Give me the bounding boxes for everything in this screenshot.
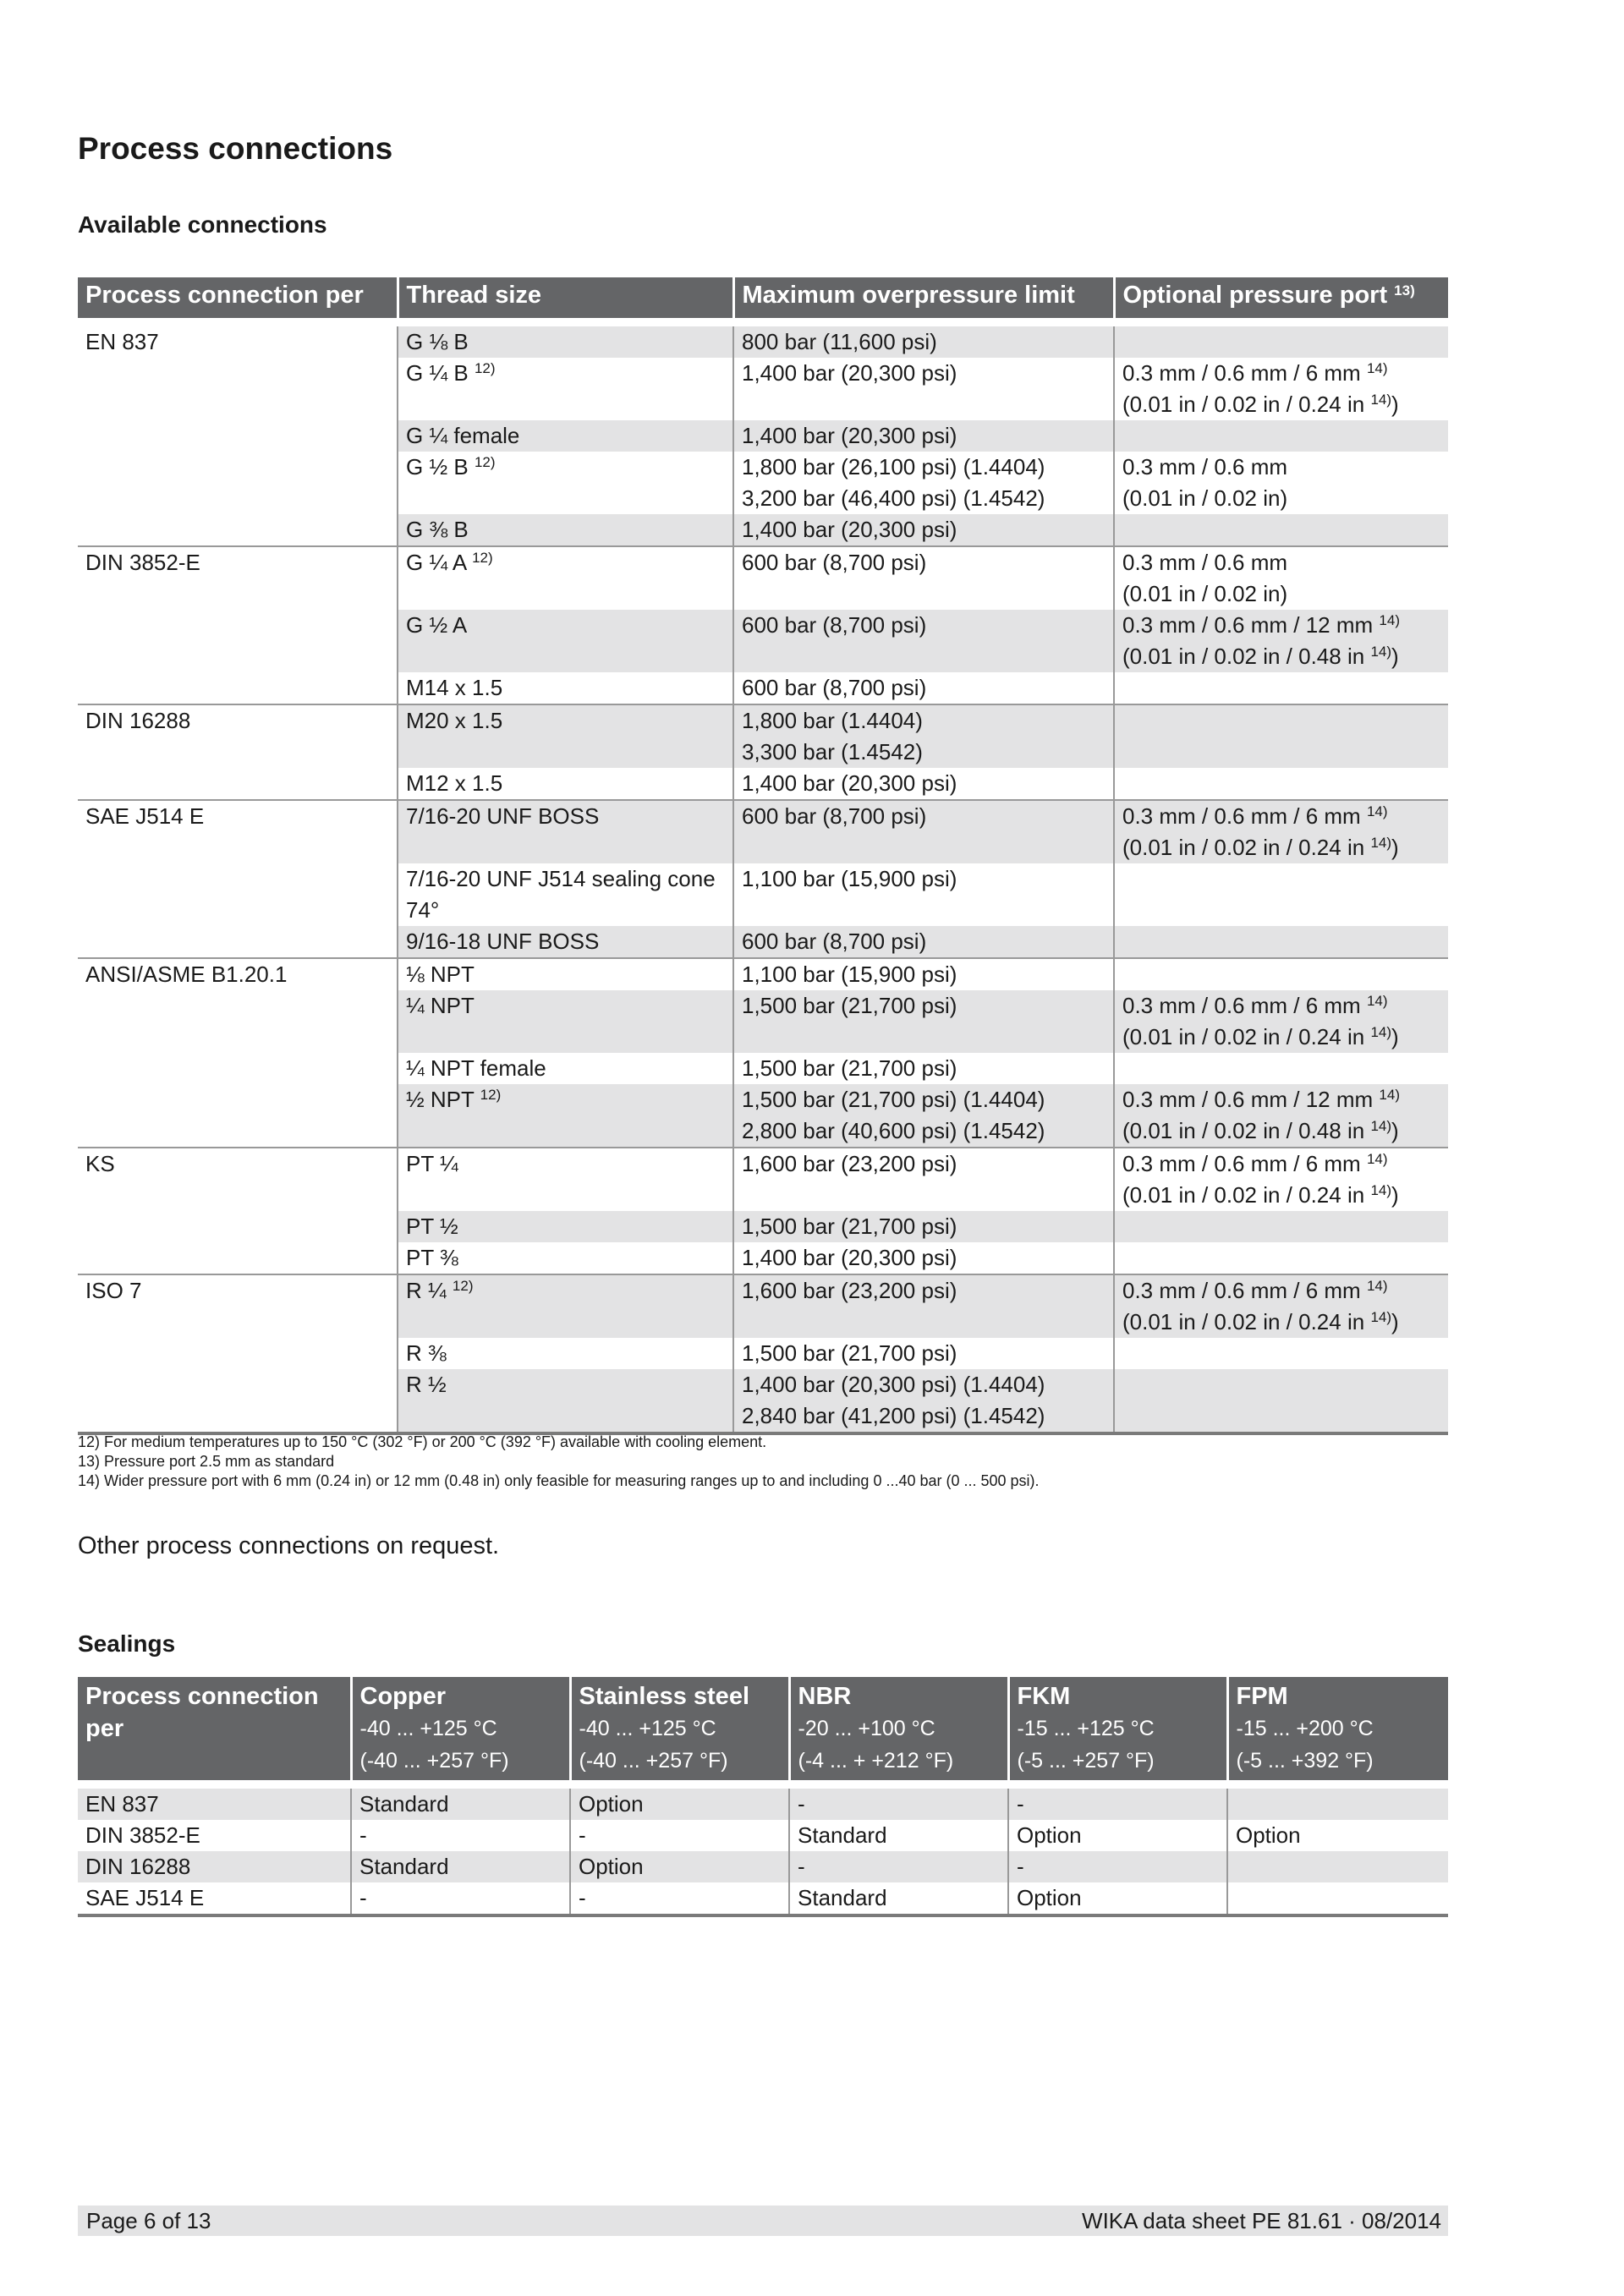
sealing-material-value: - <box>1008 1784 1227 1820</box>
pressure-port-imperial <box>1122 1180 1440 1211</box>
thread-size-cell <box>398 1053 733 1084</box>
pressure-port-metric <box>1122 547 1440 578</box>
thread-size-cell <box>398 926 733 958</box>
header-optional-port <box>1114 277 1448 322</box>
table-row <box>78 1274 1448 1338</box>
overpressure-value: 1,800 bar (1.4404) <box>742 708 923 733</box>
process-connection-cell: ANSI/ASME B1.20.1 <box>78 958 398 1148</box>
closing-paren: ) <box>1391 644 1399 669</box>
overpressure-cell <box>733 863 1114 926</box>
header-optional-port-footnote: 13) <box>1394 282 1415 299</box>
overpressure-cell <box>733 1148 1114 1211</box>
footnote-ref: 14) <box>1366 803 1388 819</box>
pressure-port-imperial-text: (0.01 in / 0.02 in / 0.24 in <box>1122 392 1365 417</box>
thread-size-text: G ¼ female <box>406 423 520 448</box>
overpressure-value: 600 bar (8,700 psi) <box>742 550 927 575</box>
overpressure-cell <box>733 1211 1114 1242</box>
sealing-process-connection: SAE J514 E <box>78 1882 351 1915</box>
sealing-temp-fahrenheit: (-5 ... +257 °F) <box>1017 1749 1155 1773</box>
header-process-connection: Process connection per <box>78 277 398 322</box>
thread-size-text: G ¼ A <box>406 550 466 575</box>
footnotes <box>78 1433 1040 1491</box>
thread-size-text: G ⅛ B <box>406 329 469 354</box>
footnote-ref: 14) <box>1370 1024 1392 1040</box>
process-connection-cell: DIN 16288 <box>78 704 398 800</box>
overpressure-value: 1,500 bar (21,700 psi) <box>742 1055 957 1081</box>
sealing-process-connection: DIN 3852-E <box>78 1820 351 1851</box>
sealing-material-value: Standard <box>351 1851 570 1882</box>
process-connection-cell: EN 837 <box>78 322 398 546</box>
overpressure-cell <box>733 1274 1114 1338</box>
pressure-port-metric-text: 0.3 mm / 0.6 mm / 6 mm <box>1122 1278 1361 1303</box>
sealing-material-value: Option <box>1008 1820 1227 1851</box>
footnote-ref: 14) <box>1370 392 1392 408</box>
page-number: Page 6 of 13 <box>86 2208 211 2233</box>
overpressure-cell <box>733 800 1114 863</box>
overpressure-cell <box>733 704 1114 768</box>
table-row <box>78 800 1448 863</box>
pressure-port-cell <box>1114 514 1448 546</box>
footnote-ref: 14) <box>1379 1087 1400 1103</box>
pressure-port-imperial <box>1122 1022 1440 1053</box>
sealings-header-row <box>78 1677 1448 1784</box>
pressure-port-cell <box>1114 1053 1448 1084</box>
pressure-port-cell <box>1114 322 1448 358</box>
sealings-heading: Sealings <box>78 1630 176 1657</box>
thread-size-cell <box>398 1084 733 1148</box>
overpressure-cell <box>733 546 1114 610</box>
pressure-port-imperial-text: (0.01 in / 0.02 in / 0.48 in <box>1122 644 1365 669</box>
process-connection-cell: ISO 7 <box>78 1274 398 1433</box>
pressure-port-metric-text: 0.3 mm / 0.6 mm <box>1122 550 1288 575</box>
pressure-port-cell <box>1114 704 1448 768</box>
pressure-port-imperial <box>1122 389 1440 420</box>
pressure-port-metric <box>1122 610 1440 641</box>
footnote-12: 12) For medium temperatures up to 150 °C (302 °F) or 200 °C (392 °F) available with cooling element. <box>78 1433 767 1450</box>
sealing-header-name: FPM <box>1236 1683 1288 1710</box>
thread-size-cell <box>398 768 733 800</box>
thread-size-cell <box>398 704 733 768</box>
pressure-port-imperial <box>1122 832 1440 863</box>
footnote-ref: 14) <box>1366 993 1388 1009</box>
pressure-port-cell <box>1114 1242 1448 1274</box>
thread-size-text: G ¼ B <box>406 360 469 386</box>
pressure-port-metric-text: 0.3 mm / 0.6 mm / 6 mm <box>1122 1151 1361 1176</box>
process-connection-cell: SAE J514 E <box>78 800 398 958</box>
header-max-overpressure: Maximum overpressure limit <box>733 277 1114 322</box>
pressure-port-cell <box>1114 1338 1448 1369</box>
pressure-port-imperial-text: (0.01 in / 0.02 in / 0.48 in <box>1122 1118 1365 1143</box>
thread-size-cell <box>398 1242 733 1274</box>
thread-size-text: G ½ B <box>406 454 469 479</box>
thread-size-text: ⅛ NPT <box>406 962 475 987</box>
footnote-ref: 12) <box>474 454 496 470</box>
sealing-temp-fahrenheit: (-40 ... +257 °F) <box>579 1749 728 1773</box>
overpressure-value: 1,500 bar (21,700 psi) (1.4404) <box>742 1087 1045 1112</box>
thread-size-text: PT ½ <box>406 1214 458 1239</box>
overpressure-value: 1,100 bar (15,900 psi) <box>742 962 957 987</box>
sealing-material-value: Option <box>570 1851 789 1882</box>
footnote-ref: 14) <box>1370 644 1392 660</box>
thread-size-cell <box>398 800 733 863</box>
pressure-port-imperial <box>1122 483 1440 514</box>
overpressure-value: 1,500 bar (21,700 psi) <box>742 1214 957 1239</box>
datasheet-id: WIKA data sheet PE 81.61 · 08/2014 <box>1082 2208 1441 2233</box>
pressure-port-cell <box>1114 672 1448 704</box>
sealing-header-fpm <box>1227 1677 1448 1784</box>
header-thread-size: Thread size <box>398 277 733 322</box>
sealing-row <box>78 1851 1448 1882</box>
sealing-temp-celsius: -40 ... +125 °C <box>359 1717 497 1740</box>
sealing-header-name: Stainless steel <box>579 1683 749 1710</box>
overpressure-value: 1,400 bar (20,300 psi) <box>742 517 957 542</box>
sealing-temp-fahrenheit: (-5 ... +392 °F) <box>1236 1749 1374 1773</box>
sealing-material-value: - <box>570 1820 789 1851</box>
pressure-port-metric <box>1122 1275 1440 1307</box>
thread-size-text: ¼ NPT <box>406 993 475 1018</box>
pressure-port-imperial-text: (0.01 in / 0.02 in / 0.24 in <box>1122 1309 1365 1334</box>
footnote-ref: 12) <box>480 1087 502 1103</box>
overpressure-value: 1,400 bar (20,300 psi) <box>742 360 957 386</box>
thread-size-text: 7/16-20 UNF BOSS <box>406 803 600 829</box>
pressure-port-cell <box>1114 863 1448 926</box>
thread-size-cell <box>398 1148 733 1211</box>
pressure-port-metric-text: 0.3 mm / 0.6 mm / 6 mm <box>1122 360 1361 386</box>
pressure-port-metric-text: 0.3 mm / 0.6 mm / 6 mm <box>1122 993 1361 1018</box>
sealing-row <box>78 1784 1448 1820</box>
overpressure-cell <box>733 1053 1114 1084</box>
closing-paren: ) <box>1391 392 1399 417</box>
overpressure-cell <box>733 322 1114 358</box>
thread-size-cell <box>398 546 733 610</box>
sealing-material-value: - <box>351 1820 570 1851</box>
overpressure-cell <box>733 420 1114 452</box>
overpressure-value: 1,500 bar (21,700 psi) <box>742 1340 957 1366</box>
overpressure-value: 600 bar (8,700 psi) <box>742 675 927 700</box>
overpressure-value: 1,600 bar (23,200 psi) <box>742 1278 957 1303</box>
overpressure-value: 1,400 bar (20,300 psi) (1.4404) <box>742 1372 1045 1397</box>
sealing-material-value: - <box>351 1882 570 1915</box>
footnote-ref: 14) <box>1366 1151 1388 1167</box>
thread-size-cell <box>398 672 733 704</box>
sealing-material-value <box>1227 1882 1448 1915</box>
overpressure-cell <box>733 452 1114 514</box>
overpressure-value-alt: 3,200 bar (46,400 psi) (1.4542) <box>742 485 1045 511</box>
thread-size-cell <box>398 610 733 672</box>
sealing-process-connection: EN 837 <box>78 1784 351 1820</box>
pressure-port-metric-text: 0.3 mm / 0.6 mm / 6 mm <box>1122 803 1361 829</box>
overpressure-value-alt: 2,840 bar (41,200 psi) (1.4542) <box>742 1403 1045 1428</box>
thread-size-text: M20 x 1.5 <box>406 708 503 733</box>
overpressure-cell <box>733 1242 1114 1274</box>
overpressure-value: 1,100 bar (15,900 psi) <box>742 866 957 891</box>
footnote-ref: 14) <box>1370 1118 1392 1134</box>
sealings-body <box>78 1784 1448 1915</box>
pressure-port-cell <box>1114 1211 1448 1242</box>
overpressure-cell <box>733 610 1114 672</box>
sealing-row <box>78 1882 1448 1915</box>
pressure-port-metric <box>1122 358 1440 389</box>
connections-body <box>78 322 1448 1433</box>
thread-size-cell <box>398 863 733 926</box>
pressure-port-metric-text: 0.3 mm / 0.6 mm / 12 mm <box>1122 612 1374 638</box>
overpressure-value-alt: 2,800 bar (40,600 psi) (1.4542) <box>742 1118 1045 1143</box>
connections-header-row <box>78 277 1448 322</box>
pressure-port-cell <box>1114 1274 1448 1338</box>
thread-size-cell <box>398 452 733 514</box>
footnote-ref: 14) <box>1370 835 1392 851</box>
thread-size-cell <box>398 958 733 990</box>
sealing-temp-fahrenheit: (-4 ... + +212 °F) <box>798 1749 954 1773</box>
overpressure-value: 1,400 bar (20,300 psi) <box>742 1245 957 1270</box>
table-row <box>78 546 1448 610</box>
sealing-material-value <box>1227 1851 1448 1882</box>
sealing-temp-fahrenheit: (-40 ... +257 °F) <box>359 1749 509 1773</box>
process-connection-cell: KS <box>78 1148 398 1274</box>
overpressure-cell <box>733 672 1114 704</box>
pressure-port-cell <box>1114 610 1448 672</box>
sealing-temp-celsius: -20 ... +100 °C <box>798 1717 935 1740</box>
pressure-port-cell <box>1114 452 1448 514</box>
pressure-port-cell <box>1114 768 1448 800</box>
sealing-header-process-connection <box>78 1677 351 1784</box>
pressure-port-imperial <box>1122 1307 1440 1338</box>
sealing-material-value: - <box>570 1882 789 1915</box>
page-footer <box>78 2206 1448 2236</box>
sealing-material-value: Standard <box>789 1882 1008 1915</box>
footnote-14: 14) Wider pressure port with 6 mm (0.24 in) or 12 mm (0.48 in) only feasible for measuring ranges up to and including 0 ...40 bar (0 ... 500 psi). <box>78 1472 1040 1489</box>
pressure-port-metric-text: 0.3 mm / 0.6 mm / 12 mm <box>1122 1087 1374 1112</box>
thread-size-text: G ⅜ B <box>406 517 469 542</box>
closing-paren: ) <box>1391 1309 1399 1334</box>
overpressure-value: 1,400 bar (20,300 psi) <box>742 770 957 796</box>
available-connections-heading: Available connections <box>78 211 327 238</box>
table-row <box>78 704 1448 768</box>
footnote-ref: 12) <box>452 1278 474 1294</box>
pressure-port-imperial-text: (0.01 in / 0.02 in) <box>1122 581 1288 606</box>
closing-paren: ) <box>1391 1118 1399 1143</box>
footnote-ref: 12) <box>474 360 496 376</box>
sealing-header-fkm <box>1008 1677 1227 1784</box>
thread-size-text: 7/16-20 UNF J514 sealing cone 74° <box>406 866 716 923</box>
footnote-ref: 14) <box>1370 1309 1392 1325</box>
thread-size-text: G ½ A <box>406 612 468 638</box>
sealing-temp-celsius: -15 ... +125 °C <box>1017 1717 1155 1740</box>
thread-size-cell <box>398 1369 733 1433</box>
overpressure-cell <box>733 514 1114 546</box>
sealing-material-value: - <box>789 1851 1008 1882</box>
page-title: Process connections <box>78 131 393 166</box>
sealing-material-value: Option <box>1236 1822 1301 1848</box>
sealing-material-value: Standard <box>351 1784 570 1820</box>
sealing-header-stainless-steel <box>570 1677 789 1784</box>
overpressure-cell <box>733 768 1114 800</box>
pressure-port-metric <box>1122 1084 1440 1115</box>
thread-size-text: R ¼ <box>406 1278 447 1303</box>
pressure-port-cell <box>1114 1084 1448 1148</box>
pressure-port-cell <box>1114 800 1448 863</box>
sealing-header-name: NBR <box>798 1683 852 1710</box>
thread-size-cell <box>398 514 733 546</box>
thread-size-text: R ⅜ <box>406 1340 447 1366</box>
pressure-port-cell <box>1114 926 1448 958</box>
thread-size-cell <box>398 1338 733 1369</box>
pressure-port-imperial-text: (0.01 in / 0.02 in / 0.24 in <box>1122 1024 1365 1049</box>
header-optional-port-label: Optional pressure port <box>1122 282 1388 309</box>
thread-size-cell <box>398 420 733 452</box>
thread-size-cell <box>398 358 733 420</box>
sealing-header-name: FKM <box>1017 1683 1071 1710</box>
overpressure-cell <box>733 958 1114 990</box>
thread-size-cell <box>398 990 733 1053</box>
overpressure-cell <box>733 1338 1114 1369</box>
sealing-material-value: - <box>1008 1851 1227 1882</box>
overpressure-cell <box>733 990 1114 1053</box>
thread-size-text: M12 x 1.5 <box>406 770 503 796</box>
pressure-port-metric <box>1122 452 1440 483</box>
sealing-header-name: Copper <box>359 1683 446 1710</box>
closing-paren: ) <box>1391 1182 1399 1208</box>
sealing-material-value: - <box>789 1784 1008 1820</box>
sealing-header-nbr <box>789 1677 1008 1784</box>
thread-size-text: PT ⅜ <box>406 1245 458 1270</box>
sealing-header-name: Process connection per <box>85 1683 319 1742</box>
thread-size-cell <box>398 322 733 358</box>
overpressure-cell <box>733 358 1114 420</box>
thread-size-text: ½ NPT <box>406 1087 475 1112</box>
table-row <box>78 322 1448 358</box>
footnote-ref: 12) <box>472 550 493 566</box>
sealing-row <box>78 1820 1448 1851</box>
pressure-port-imperial-text: (0.01 in / 0.02 in / 0.24 in <box>1122 835 1365 860</box>
overpressure-value: 600 bar (8,700 psi) <box>742 612 927 638</box>
pressure-port-imperial <box>1122 641 1440 672</box>
footnote-ref: 14) <box>1366 1278 1388 1294</box>
pressure-port-cell <box>1114 358 1448 420</box>
pressure-port-imperial-text: (0.01 in / 0.02 in) <box>1122 485 1288 511</box>
overpressure-value-alt: 3,300 bar (1.4542) <box>742 739 923 764</box>
sealing-material-value: Standard <box>789 1820 1008 1851</box>
sealing-material-value: Option <box>1008 1882 1227 1915</box>
footnote-ref: 14) <box>1370 1182 1392 1198</box>
overpressure-cell <box>733 1084 1114 1148</box>
overpressure-cell <box>733 926 1114 958</box>
overpressure-value: 1,800 bar (26,100 psi) (1.4404) <box>742 454 1045 479</box>
overpressure-cell <box>733 1369 1114 1433</box>
thread-size-cell <box>398 1274 733 1338</box>
table-row <box>78 1148 1448 1211</box>
pressure-port-imperial-text: (0.01 in / 0.02 in / 0.24 in <box>1122 1182 1365 1208</box>
overpressure-value: 1,500 bar (21,700 psi) <box>742 993 957 1018</box>
process-connection-cell: DIN 3852-E <box>78 546 398 704</box>
thread-size-text: 9/16-18 UNF BOSS <box>406 929 600 954</box>
sealing-temp-celsius: -40 ... +125 °C <box>579 1717 716 1740</box>
thread-size-text: ¼ NPT female <box>406 1055 546 1081</box>
overpressure-value: 1,400 bar (20,300 psi) <box>742 423 957 448</box>
sealing-temp-celsius: -15 ... +200 °C <box>1236 1717 1374 1740</box>
pressure-port-metric <box>1122 1148 1440 1180</box>
overpressure-value: 600 bar (8,700 psi) <box>742 803 927 829</box>
pressure-port-metric-text: 0.3 mm / 0.6 mm <box>1122 454 1288 479</box>
pressure-port-cell <box>1114 1369 1448 1433</box>
pressure-port-imperial <box>1122 1115 1440 1147</box>
sealing-material-value: Option <box>570 1784 789 1820</box>
thread-size-text: M14 x 1.5 <box>406 675 503 700</box>
pressure-port-cell <box>1114 1148 1448 1211</box>
sealing-process-connection: DIN 16288 <box>78 1851 351 1882</box>
table-row <box>78 958 1448 990</box>
pressure-port-imperial <box>1122 578 1440 610</box>
sealing-header-copper <box>351 1677 570 1784</box>
pressure-port-metric <box>1122 990 1440 1022</box>
thread-size-cell <box>398 1211 733 1242</box>
pressure-port-cell <box>1114 958 1448 990</box>
other-connections-note: Other process connections on request. <box>78 1532 500 1559</box>
overpressure-value: 1,600 bar (23,200 psi) <box>742 1151 957 1176</box>
footnote-ref: 14) <box>1379 612 1400 628</box>
thread-size-text: PT ¼ <box>406 1151 458 1176</box>
sealings-table <box>78 1677 1448 1917</box>
footnote-13: 13) Pressure port 2.5 mm as standard <box>78 1453 335 1470</box>
closing-paren: ) <box>1391 835 1399 860</box>
footnote-ref: 14) <box>1366 360 1388 376</box>
pressure-port-cell <box>1114 546 1448 610</box>
overpressure-value: 600 bar (8,700 psi) <box>742 929 927 954</box>
closing-paren: ) <box>1391 1024 1399 1049</box>
thread-size-text: R ½ <box>406 1372 447 1397</box>
sealing-material-value <box>1227 1784 1448 1820</box>
pressure-port-cell <box>1114 420 1448 452</box>
connections-table <box>78 277 1448 1435</box>
pressure-port-metric <box>1122 801 1440 832</box>
pressure-port-cell <box>1114 990 1448 1053</box>
overpressure-value: 800 bar (11,600 psi) <box>742 329 937 354</box>
